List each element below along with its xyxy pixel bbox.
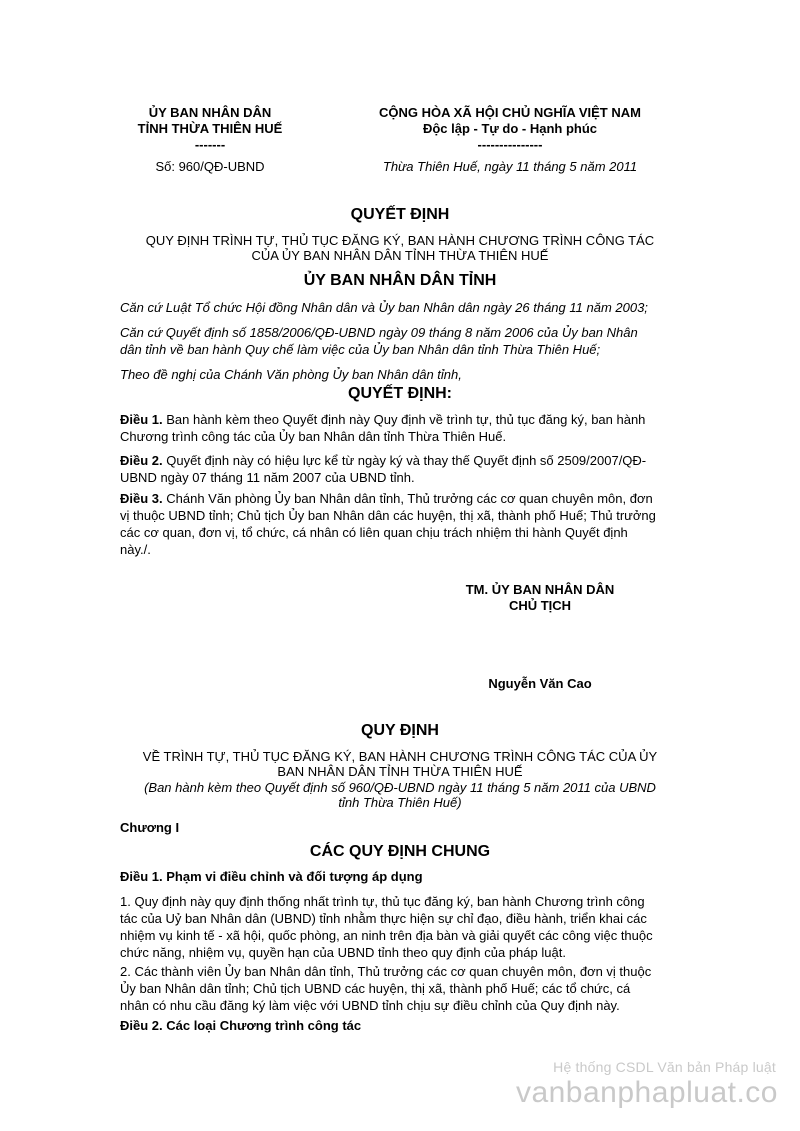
national-title: CỘNG HÒA XÃ HỘI CHỦ NGHĨA VIỆT NAM [379,105,641,120]
regulation-title: QUY ĐỊNH [361,722,439,739]
decision-article-3 [120,490,700,558]
decision-article-2-label: Điều 2. [120,453,163,468]
regulation-article-2-heading: Điều 2. Các loại Chương trình công tác [120,1018,362,1033]
place-and-date: Thừa Thiên Huế, ngày 11 tháng 5 năm 2011 [382,159,638,174]
decision-subtitle-line2: CỦA ỦY BAN NHÂN DÂN TỈNH THỪA THIÊN HUẾ [251,248,549,263]
signature-block [440,582,640,614]
national-separator: --------------- [477,137,543,152]
legal-basis-2-line2: dân tỉnh về ban hành Quy chế làm việc của Ủy ban Nhân dân tỉnh Thừa Thiên Huế; [120,342,601,357]
decision-article-3-line1: Chánh Văn phòng Ủy ban Nhân dân tỉnh, Thủ trưởng các cơ quan chuyên môn, đơn [162,491,653,506]
regulation-note-line1: (Ban hành kèm theo Quyết định số 960/QĐ-UBND ngày 11 tháng 5 năm 2011 của UBND [144,780,656,795]
decides-heading: QUYẾT ĐỊNH: [348,385,452,402]
regulation-article-1-para-1-line4: chức năng, nhiệm vụ, quyền hạn của UBND tỉnh theo quy định của pháp luật. [120,945,566,960]
issuing-org-header [120,105,300,153]
decision-article-3-line4: này./. [120,542,151,557]
decision-article-1 [120,411,700,445]
decision-title: QUYẾT ĐỊNH [350,206,450,223]
signer-name: Nguyễn Văn Cao [488,676,592,691]
legal-basis-2-line1: Căn cứ Quyết định số 1858/2006/QĐ-UBND ngày 09 tháng 8 năm 2006 của Ủy ban Nhân [120,325,638,340]
issuing-org-line2: TỈNH THỪA THIÊN HUẾ [137,121,283,136]
signature-position: CHỦ TỊCH [508,598,572,613]
decision-article-2-line1: Quyết định này có hiệu lực kể từ ngày ký và thay thế Quyết định số 2509/2007/QĐ- [162,453,647,468]
decision-article-3-line3: các cơ quan, đơn vị, tổ chức, cá nhân có liên quan chịu trách nhiệm thi hành Quyết định [120,525,628,540]
regulation-article-1-para-2-line1: 2. Các thành viên Ủy ban Nhân dân tỉnh, Thủ trưởng các cơ quan chuyên môn, đơn vị thuộc [120,964,652,979]
regulation-article-1-para-2-line3: nhân có nhu cầu đăng ký làm việc với UBND tỉnh chịu sự điều chỉnh của Quy định này. [120,998,620,1013]
regulation-article-1-heading: Điều 1. Phạm vi điều chỉnh và đối tượng áp dụng [120,869,423,884]
regulation-note-line2: tỉnh Thừa Thiên Huế) [338,795,462,810]
document-number: Số: 960/QĐ-UBND [155,159,265,174]
decision-article-2 [120,452,700,486]
national-motto: Độc lập - Tự do - Hạnh phúc [422,121,598,136]
regulation-article-1-para-1-line2: tác của Uỷ ban Nhân dân (UBND) tỉnh nhằm thực hiện sự chỉ đạo, điều hành, triển khai các [120,911,647,926]
regulation-article-1-para-1 [120,893,700,961]
national-motto-header [340,105,680,153]
decision-article-3-label: Điều 3. [120,491,163,506]
regulation-article-1-para-2-line2: Ủy ban Nhân dân tỉnh; Chủ tịch UBND các huyện, thị xã, thành phố Huế; các tổ chức, cá [120,981,631,996]
signature-title: TM. ỦY BAN NHÂN DÂN [465,582,615,597]
authority-heading: ỦY BAN NHÂN DÂN TỈNH [303,272,497,289]
decision-article-2-line2: UBND ngày 07 tháng 11 năm 2007 của UBND tỉnh. [120,470,415,485]
regulation-subtitle-line1: VỀ TRÌNH TỰ, THỦ TỤC ĐĂNG KÝ, BAN HÀNH CHƯƠNG TRÌNH CÔNG TÁC CỦA ỦY [142,749,658,764]
regulation-article-1-para-1-line3: nhiệm vụ kinh tế - xã hội, quốc phòng, an ninh trên địa bàn và giải quyết các công việc thuộc [120,928,653,943]
regulation-subtitle-line2: BAN NHÂN DÂN TỈNH THỪA THIÊN HUẾ [277,764,523,779]
legal-basis-3: Theo đề nghị của Chánh Văn phòng Ủy ban Nhân dân tỉnh, [120,367,462,382]
decision-article-1-line2: Chương trình công tác của Ủy ban Nhân dân tỉnh Thừa Thiên Huế. [120,429,507,444]
chapter-label: Chương I [120,820,180,835]
regulation-article-1-para-2 [120,963,700,1014]
regulation-note [120,780,680,810]
watermark-caption: Hệ thống CSDL Văn bản Pháp luật [553,1059,776,1075]
decision-subtitle-line1: QUY ĐỊNH TRÌNH TỰ, THỦ TỤC ĐĂNG KÝ, BAN HÀNH CHƯƠNG TRÌNH CÔNG TÁC [145,233,655,248]
decision-subtitle [120,233,680,263]
decision-article-3-line2: vị thuộc UBND tỉnh; Chủ tịch Ủy ban Nhân dân các huyện, thị xã, thành phố Huế; Thủ trưởng [120,508,656,523]
decision-article-1-line1: Ban hành kèm theo Quyết định này Quy định về trình tự, thủ tục đăng ký, ban hành [162,412,646,427]
watermark-site: vanbanphapluat.co [515,1076,778,1109]
legal-basis-2 [120,324,700,358]
legal-basis-1: Căn cứ Luật Tổ chức Hội đồng Nhân dân và Ủy ban Nhân dân ngày 26 tháng 11 năm 2003; [120,300,648,315]
decision-article-1-label: Điều 1. [120,412,163,427]
issuing-org-separator: ------- [194,137,226,152]
chapter-title: CÁC QUY ĐỊNH CHUNG [309,843,491,860]
issuing-org-line1: ỦY BAN NHÂN DÂN [148,105,272,120]
regulation-article-1-para-1-line1: 1. Quy định này quy định thống nhất trình tự, thủ tục đăng ký, ban hành Chương trình công [120,894,645,909]
regulation-subtitle [120,749,680,779]
